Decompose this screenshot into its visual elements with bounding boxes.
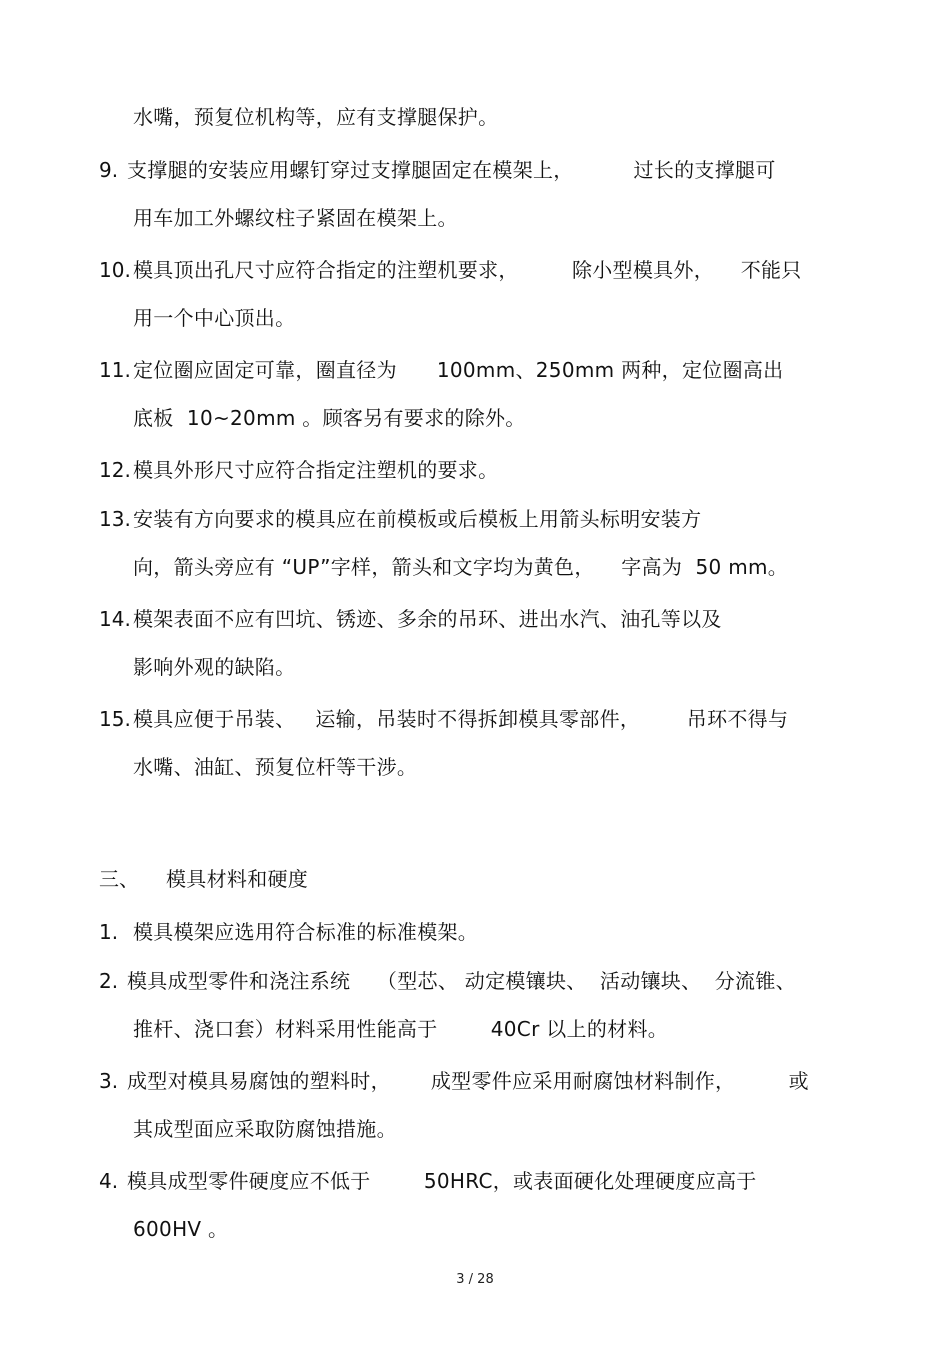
section-3-item-3-line-2: 其成型面应采取防腐蚀措施。: [133, 1117, 397, 1141]
item-11-line-1: 定位圈应固定可靠，圈直径为 100mm、250mm 两种，定位圈高出: [133, 358, 784, 382]
item-9-line-1: 支撑腿的安装应用螺钉穿过支撑腿固定在模架上， 过长的支撑腿可: [127, 158, 776, 182]
section-3-item-2-line-1: 模具成型零件和浇注系统 （型芯、 动定模镶块、 活动镶块、 分流锥、: [127, 969, 796, 993]
section-3-item-2-line-2: 推杆、浇口套）材料采用性能高于 40Cr 以上的材料。: [133, 1017, 669, 1041]
item-9-line-2: 用车加工外螺纹柱子紧固在模架上。: [133, 206, 458, 230]
item-15-number: 15.: [99, 707, 131, 731]
section-3-item-4-number: 4.: [99, 1169, 119, 1193]
item-14-line-1: 模架表面不应有凹坑、锈迹、多余的吊环、进出水汽、油孔等以及: [133, 607, 722, 631]
item-13-line-1: 安装有方向要求的模具应在前模板或后模板上用箭头标明安装方: [133, 507, 702, 531]
item-13-line-2: 向，箭头旁应有 “UP”字样，箭头和文字均为黄色， 字高为 50 mm。: [133, 555, 789, 579]
item-15-line-2: 水嘴、油缸、预复位杆等干涉。: [133, 755, 418, 779]
item-8-continuation: 水嘴，预复位机构等，应有支撑腿保护。: [133, 105, 499, 129]
section-3-item-4-line-1: 模具成型零件硬度应不低于 50HRC，或表面硬化处理硬度应高于: [127, 1169, 757, 1193]
page-indicator: 3 / 28: [456, 1272, 494, 1287]
section-3-item-3-line-1: 成型对模具易腐蚀的塑料时， 成型零件应采用耐腐蚀材料制作， 或: [127, 1069, 809, 1093]
item-13-number: 13.: [99, 507, 131, 531]
section-3-item-3-number: 3.: [99, 1069, 119, 1093]
section-3-item-1-number: 1.: [99, 920, 119, 944]
item-11-line-2: 底板 10~20mm 。顾客另有要求的除外。: [133, 406, 526, 430]
item-10-line-1: 模具顶出孔尺寸应符合指定的注塑机要求， 除小型模具外， 不能只: [133, 258, 802, 282]
item-10-line-2: 用一个中心顶出。: [133, 306, 296, 330]
section-3-title: 模具材料和硬度: [166, 867, 309, 891]
item-9-number: 9.: [99, 158, 119, 182]
section-3-item-2-number: 2.: [99, 969, 119, 993]
item-14-line-2: 影响外观的缺陷。: [133, 655, 296, 679]
item-14-number: 14.: [99, 607, 131, 631]
section-3-item-4-line-2: 600HV 。: [133, 1217, 229, 1241]
item-12-line-1: 模具外形尺寸应符合指定注塑机的要求。: [133, 458, 499, 482]
section-3-number: 三、: [99, 867, 139, 891]
item-11-number: 11.: [99, 358, 131, 382]
section-3-item-1-line-1: 模具模架应选用符合标准的标准模架。: [133, 920, 479, 944]
item-12-number: 12.: [99, 458, 131, 482]
item-15-line-1: 模具应便于吊装、 运输，吊装时不得拆卸模具零部件， 吊环不得与: [133, 707, 789, 731]
item-10-number: 10.: [99, 258, 131, 282]
